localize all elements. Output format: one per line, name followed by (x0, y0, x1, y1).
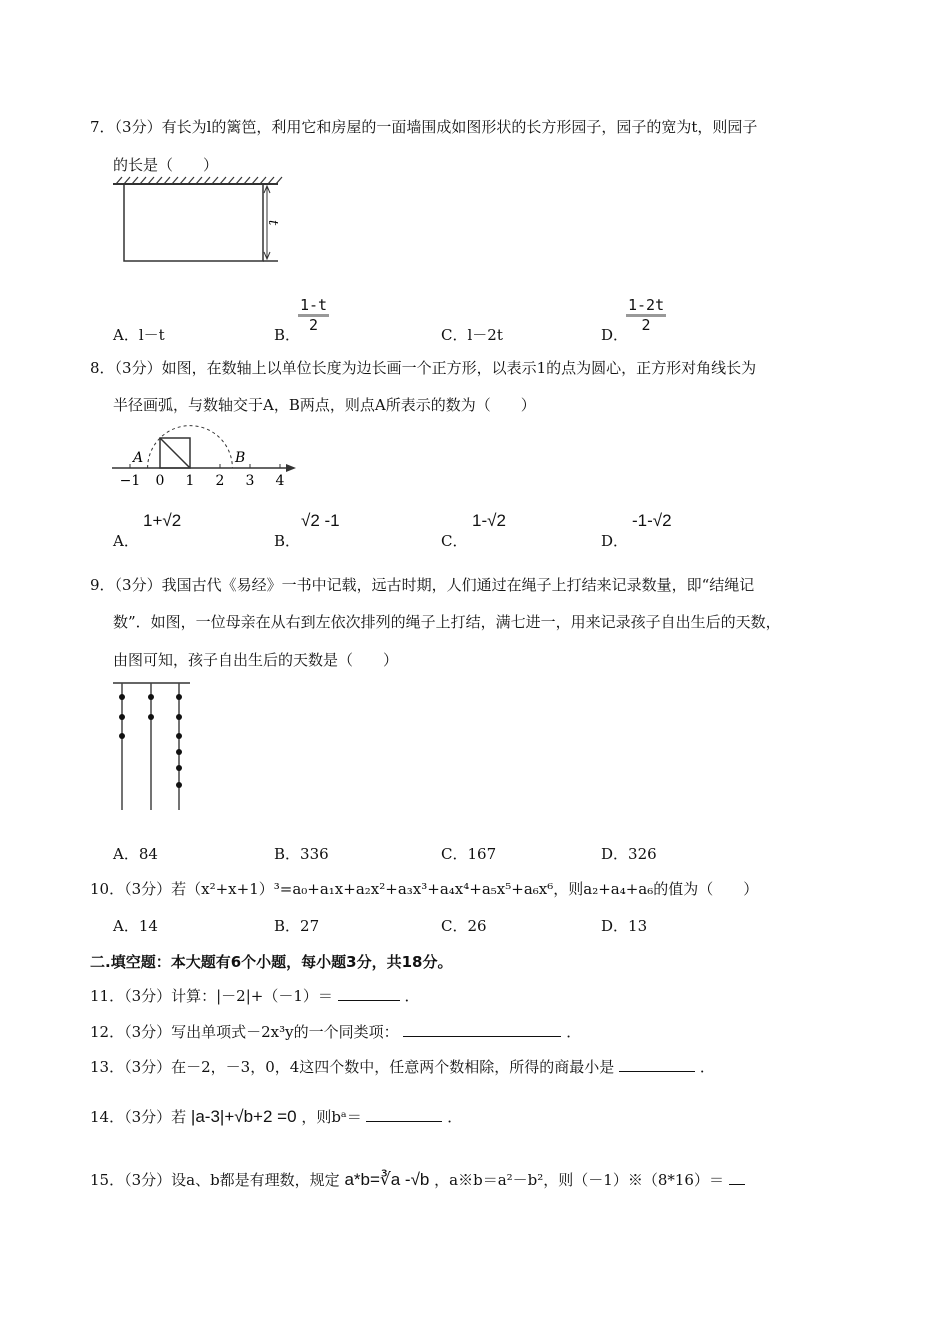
q10-option-b[interactable]: B．27 (274, 917, 320, 935)
q9-line1: 9．（3分）我国古代《易经》一书中记载，远古时期，人们通过在绳子上打结来记录数量，即“结绳记 (90, 576, 755, 594)
q12-end: ． (566, 1023, 582, 1041)
knot (148, 694, 154, 700)
q13-line (90, 1057, 715, 1077)
q9-line2: 数”．如图，一位母亲在从右到左依次排列的绳子上打结，满七进一，用来记录孩子自出生后的天数， (113, 613, 781, 631)
q7-line2: 的长是（ ） (113, 156, 219, 174)
frac-num: 1-2t (626, 297, 666, 317)
q12-text: 12．（3分）写出单项式－2x³y的一个同类项： (90, 1023, 399, 1041)
q15-text: 15．（3分）设a、b都是有理数，规定 (90, 1171, 340, 1189)
q8-option-a[interactable]: A． (113, 532, 139, 550)
q11-answer-blank[interactable] (338, 986, 400, 1001)
q9-option-d[interactable]: D．326 (601, 845, 657, 863)
knot (176, 749, 182, 755)
knot (176, 765, 182, 771)
knot (176, 694, 182, 700)
q11-text: 11．（3分）计算：|－2|+（－1）＝ (90, 987, 333, 1005)
q8-line2: 半径画弧，与数轴交于A，B两点，则点A所表示的数为（ ） (113, 396, 536, 414)
point-a-label: A (133, 450, 144, 466)
frac-num: 1-t (298, 297, 329, 317)
q8-expr-b: √2 -1 (301, 511, 340, 530)
q14-mid: ，则bᵃ＝ (301, 1108, 362, 1126)
q15-line (90, 1170, 745, 1190)
q7-option-d[interactable]: D． (601, 326, 629, 344)
q9-option-c[interactable]: C．167 (441, 845, 497, 863)
q10-option-c[interactable]: C．26 (441, 917, 487, 935)
q8-option-d[interactable]: D． (601, 532, 629, 550)
q8-expr-d: -1-√2 (632, 511, 672, 530)
knot (119, 733, 125, 739)
q14-text: 14．（3分）若 (90, 1108, 187, 1126)
axis-tick-label: 0 (155, 473, 165, 489)
q15-answer-blank[interactable] (729, 1170, 745, 1185)
q9-line3: 由图可知，孩子自出生后的天数是（ ） (113, 651, 399, 669)
q10-line: 10．（3分）若（x²+x+1）³=a₀+a₁x+a₂x²+a₃x³+a₄x⁴+a₅x⁵+a₆x⁶，则a₂+a₄+a₆的值为（ ） (90, 880, 759, 898)
section-2-heading: 二.填空题：本大题有6个小题，每小题3分，共18分。 (90, 953, 453, 971)
q9-option-b[interactable]: B．336 (274, 845, 329, 863)
q7-option-a[interactable]: A．l－t (113, 326, 165, 344)
axis-tick-label: 4 (275, 473, 285, 489)
q11-end: ． (404, 987, 420, 1005)
point-b-label: B (235, 450, 246, 466)
q11-line (90, 986, 419, 1006)
q13-end: ． (699, 1058, 715, 1076)
q10-option-d[interactable]: D．13 (601, 917, 648, 935)
q7-line1: 7．（3分）有长为l的篱笆，利用它和房屋的一面墙围成如图形状的长方形园子，园子的宽为t，则园子 (90, 118, 758, 136)
axis-tick-label: −1 (119, 473, 141, 489)
q12-answer-blank[interactable] (403, 1022, 561, 1037)
knot (119, 694, 125, 700)
q8-line1: 8．（3分）如图，在数轴上以单位长度为边长画一个正方形，以表示1的点为圆心，正方形对角线长为 (90, 359, 757, 377)
frac-den: 2 (309, 316, 319, 334)
q9-option-a[interactable]: A．84 (113, 845, 158, 863)
knot (176, 714, 182, 720)
q13-text: 13．（3分）在－2，－3，0，4这四个数中，任意两个数相除，所得的商最小是 (90, 1058, 615, 1076)
q7-option-b[interactable]: B． (274, 326, 301, 344)
q15-expression: a*b=∛a -√b (344, 1170, 430, 1189)
q13-answer-blank[interactable] (619, 1057, 695, 1072)
knot (119, 714, 125, 720)
q8-expr-a: 1+√2 (143, 511, 182, 530)
q14-expression: |a-3|+√b+2 =0 (190, 1107, 297, 1126)
q12-line (90, 1022, 581, 1042)
axis-tick-label: 2 (215, 473, 225, 489)
q14-answer-blank[interactable] (366, 1107, 442, 1122)
knot (176, 733, 182, 739)
knot (176, 782, 182, 788)
axis-tick-label: 1 (185, 473, 195, 489)
q14-line (90, 1107, 462, 1127)
q15-mid: ，a※b＝a²－b²，则（－1）※（8*16）＝ (434, 1171, 724, 1189)
q7-option-c[interactable]: C．l－2t (441, 326, 503, 344)
q7-t-label: t (265, 220, 280, 226)
knot (148, 714, 154, 720)
q8-option-c[interactable]: C． (441, 532, 468, 550)
q8-expr-c: 1-√2 (472, 511, 506, 530)
frac-den: 2 (641, 316, 651, 334)
q14-end: ． (447, 1108, 463, 1126)
q10-option-a[interactable]: A．14 (113, 917, 158, 935)
q8-option-b[interactable]: B． (274, 532, 301, 550)
axis-tick-label: 3 (245, 473, 255, 489)
